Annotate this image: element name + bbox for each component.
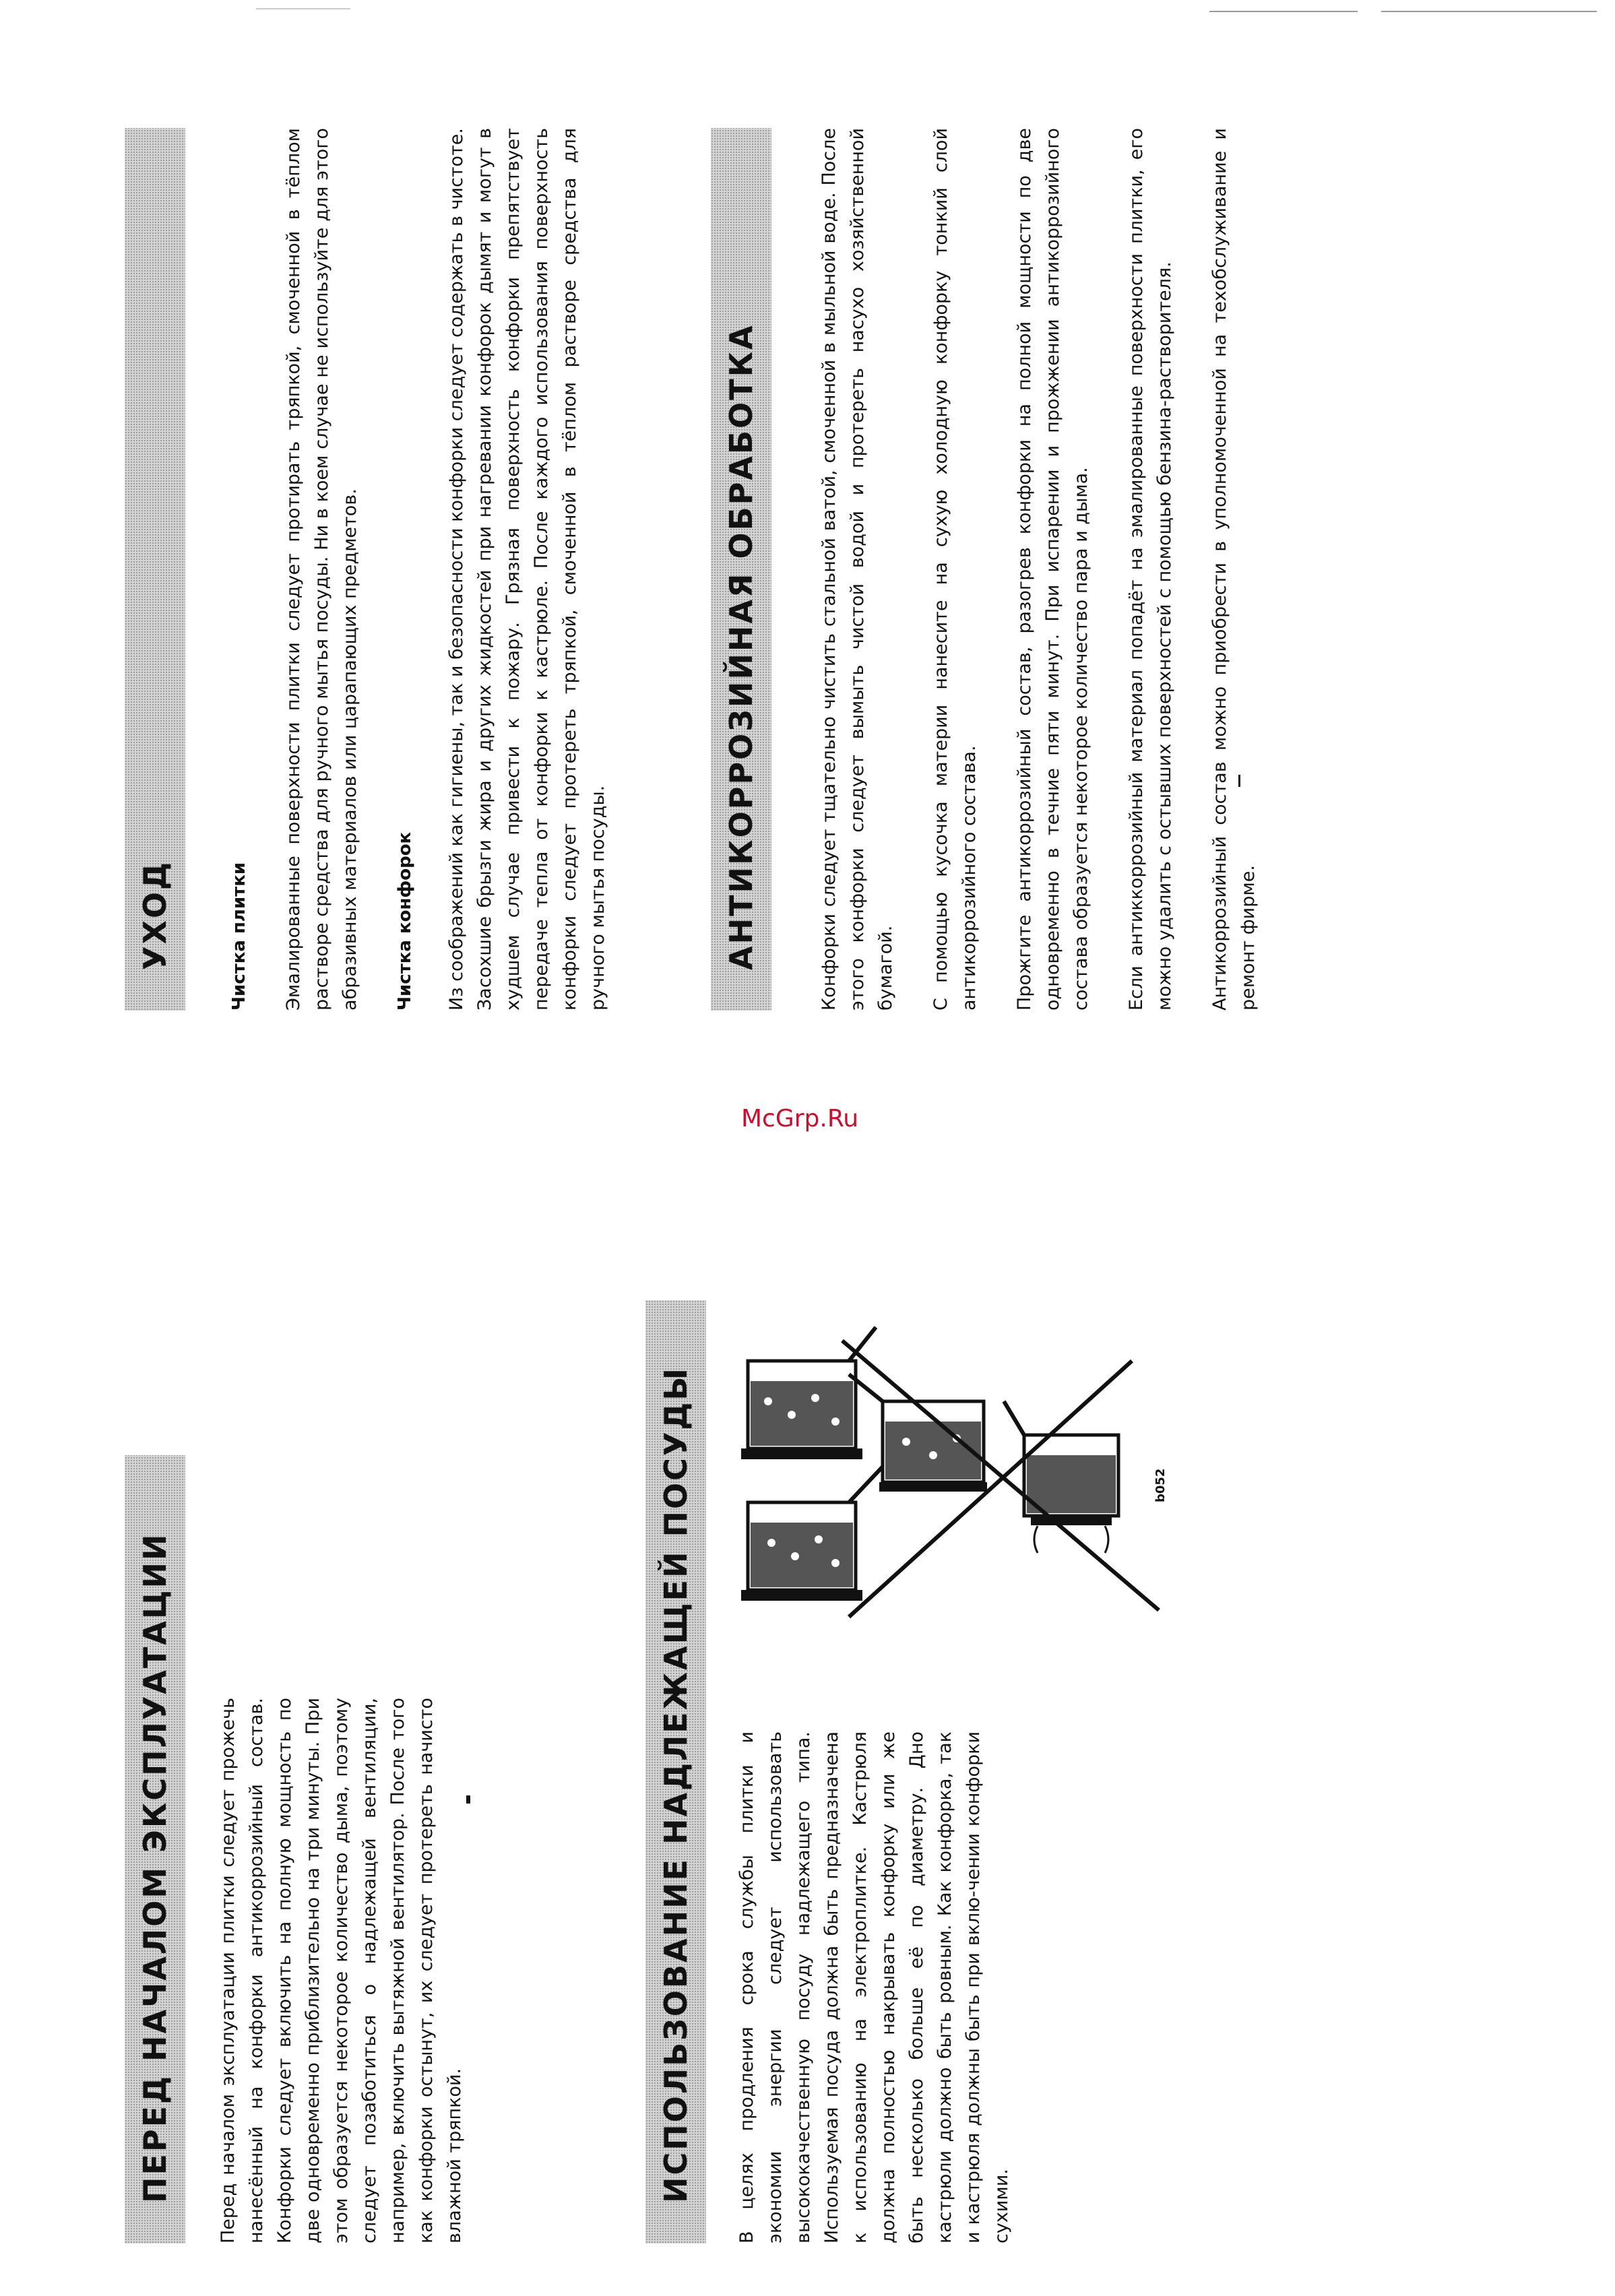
heading-text: ИСПОЛЬЗОВАНИЕ НАДЛЕЖАЩЕЙ ПОСУДЫ xyxy=(658,1366,694,2203)
care-content xyxy=(226,128,711,1011)
paragraph: В целях продления срока службы плитки и экономии энергии следует использовать высококачественную посуду надлежащего типа. Используемая посуда должна быть предназначена к использованию на электроплитке. Кастрюля должна полностью накрывать конфорку или же быть несколько больше её по диаметру. Дно кастрюли должно быть ровным. Как конфорка, так и кастрюля должны быть при вклю-чении конфорки сухими. xyxy=(736,1731,1012,2243)
section-heading-anticorrosion xyxy=(711,128,771,1011)
subheading-burner-cleaning: Чистка конфорок xyxy=(395,831,415,1011)
heading-text: ПЕРЕД НАЧАЛОМ ЭКСПЛУАТАЦИИ xyxy=(137,1532,173,2203)
scan-edge-line xyxy=(1381,11,1597,12)
scan-mark xyxy=(466,1795,470,1804)
watermark-text: McGrp.Ru xyxy=(741,1105,859,1133)
paragraph: Конфорки следует тщательно чистить стальной ватой, смоченной в мыльной воде. После этого конфорки следует вымыть чистой водой и протереть насухо хозяйственной бумагой. xyxy=(819,128,896,1011)
cookware-text xyxy=(733,1731,1110,2243)
paragraph: Прожгите антикоррозийный состав, разогрев конфорки на полной мощности по две одновременно в течние пяти минут. При испарении и прожжении антикоррозийного состава образуется некоторое количество пара и дыма. xyxy=(1014,128,1091,1011)
paragraph: Антикоррозийный состав можно приобрести в уполномоченной на техобслуживание и ремонт фирме. xyxy=(1209,128,1259,1011)
section-heading-before-use xyxy=(125,1455,185,2243)
paragraph: Эмалированные поверхности плитки следует протирать тряпкой, смоченной в тёплом растворе средства для ручного мытья посуды. Ни в коем случае не используйте для этого абразивных материалов или царапающих предметов. xyxy=(283,128,360,1011)
paragraph: Перед началом эксплуатации плитки следует прожечь нанесённый на конфорки антикоррозийный состав. Конфорки следует включить на полную мощность по две одновременно приблизительно на три минуты. При этом образуется некоторое количество дыма, поэтому следует позаботиться о надлежащей вентиляции, например, включить вытяжной вентилятор. После того как конфорки остынут, их следует протереть начисто влажной тряпкой. xyxy=(218,1698,465,2243)
paragraph: С помощью кусочка материи нанесите на сухую холодную конфорку тонкий слой антикоррозийного состава. xyxy=(930,128,980,1011)
pot-bad-1 xyxy=(849,1374,987,1492)
section-heading-cookware xyxy=(645,1300,706,2243)
section-heading-care xyxy=(125,128,185,1011)
scan-edge-line xyxy=(1209,11,1358,12)
subheading-stove-cleaning: Чистка плитки xyxy=(229,862,249,1011)
figure-label xyxy=(1153,1448,1174,1502)
heading-text: УХОД xyxy=(137,860,173,970)
before-use-text xyxy=(214,1698,465,2243)
anticorrosion-content xyxy=(815,128,1321,1011)
paragraph: Если антиккоррозийный материал попадёт на эмалированные поверхности плитки, его можно удалить с остывших поверхностей с помощью бензина-растворителя. xyxy=(1126,128,1175,1011)
watermark xyxy=(741,1105,858,1133)
figure-label-text: b052 xyxy=(1153,1468,1168,1502)
paragraph: Из соображений как гигиены, так и безопасности конфорки следует содержать в чистоте. Засохшие брызги жира и других жидкостей при нагревании конфорок дымят и могут в худшем случае привести к пожару. Грязная поверхность конфорки препятствует передаче тепла от конфорки к кастрюле. После каждого использования поверхность конфорки следует протереть тряпкой, смоченной в тёплом растворе средства для ручного мытья посуды. xyxy=(446,128,608,1011)
scan-edge-line xyxy=(256,8,350,9)
heading-text: АНТИКОРРОЗИЙНАЯ ОБРАБОТКА xyxy=(723,323,759,970)
pot-good-2 xyxy=(741,1327,876,1459)
cookware-illustration xyxy=(741,1320,1172,1657)
